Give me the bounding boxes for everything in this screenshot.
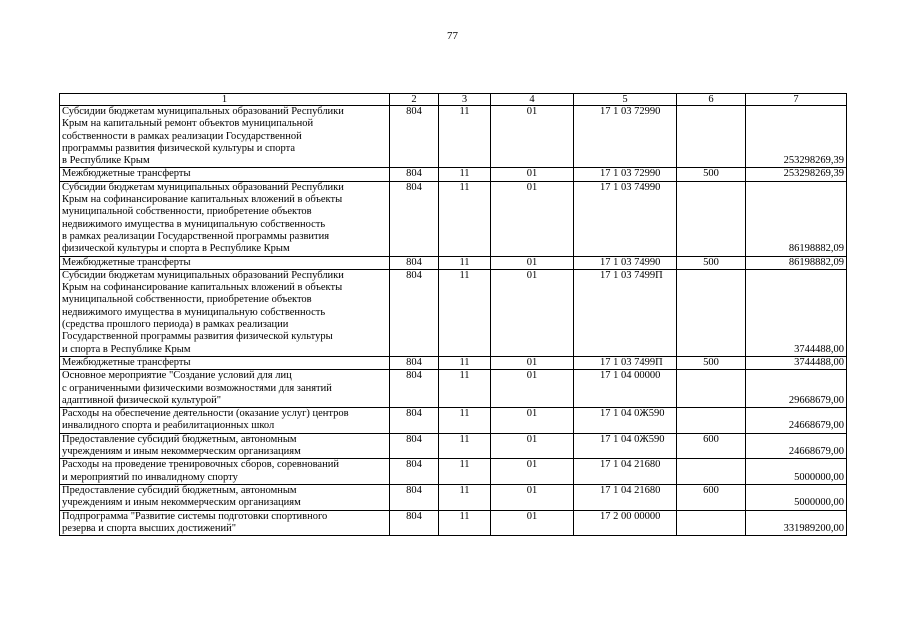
table-row — [60, 106, 847, 168]
budget-table — [59, 93, 847, 536]
row-amount-cell: 3744488,00 — [746, 356, 847, 369]
row-code-6-cell — [677, 408, 746, 434]
table-row — [60, 433, 847, 459]
header-cell: 4 — [491, 94, 574, 106]
row-code-2-cell: 804 — [390, 269, 439, 356]
row-code-4-cell: 01 — [491, 256, 574, 269]
row-amount-cell: 86198882,09 — [746, 181, 847, 256]
row-code-4-cell: 01 — [491, 356, 574, 369]
row-code-5-cell: 17 2 00 00000 — [574, 510, 677, 536]
row-code-4-cell: 01 — [491, 106, 574, 168]
header-cell: 2 — [390, 94, 439, 106]
row-code-2-cell: 804 — [390, 484, 439, 510]
row-code-2-cell: 804 — [390, 459, 439, 485]
row-name-cell: Субсидии бюджетам муниципальных образований Республики Крым на капитальный ремонт объектов муниципальной собственности в рамках реализации Государственной программы развития физической культуры и спорта в Республике Крым — [60, 106, 390, 168]
row-code-6-cell — [677, 370, 746, 408]
row-code-2-cell: 804 — [390, 256, 439, 269]
row-code-6-cell: 600 — [677, 433, 746, 459]
row-code-5-cell: 17 1 04 0Ж590 — [574, 408, 677, 434]
table-row — [60, 370, 847, 408]
row-code-6-cell — [677, 181, 746, 256]
row-code-5-cell: 17 1 03 72990 — [574, 168, 677, 181]
row-amount-cell: 5000000,00 — [746, 484, 847, 510]
page-number: 77 — [447, 30, 458, 42]
header-cell: 1 — [60, 94, 390, 106]
row-code-6-cell: 500 — [677, 168, 746, 181]
row-code-6-cell: 500 — [677, 356, 746, 369]
row-name-cell: Субсидии бюджетам муниципальных образований Республики Крым на софинансирование капитальных вложений в объекты муниципальной собственности, приобретение объектов недвижимого имущества в муниципальную собственность в рамках реализации Государственной программы развития физической культуры и спорта в Республике Крым — [60, 181, 390, 256]
row-code-6-cell — [677, 459, 746, 485]
row-code-3-cell: 11 — [439, 370, 491, 408]
table-row — [60, 484, 847, 510]
row-code-3-cell: 11 — [439, 256, 491, 269]
header-cell: 3 — [439, 94, 491, 106]
row-code-3-cell: 11 — [439, 269, 491, 356]
row-code-6-cell: 500 — [677, 256, 746, 269]
row-code-2-cell: 804 — [390, 181, 439, 256]
header-cell: 5 — [574, 94, 677, 106]
row-code-6-cell — [677, 106, 746, 168]
row-code-6-cell: 600 — [677, 484, 746, 510]
row-code-3-cell: 11 — [439, 459, 491, 485]
row-code-4-cell: 01 — [491, 370, 574, 408]
row-code-5-cell: 17 1 04 00000 — [574, 370, 677, 408]
row-code-3-cell: 11 — [439, 106, 491, 168]
table-row — [60, 269, 847, 356]
table-row — [60, 256, 847, 269]
row-amount-cell: 24668679,00 — [746, 433, 847, 459]
table-row — [60, 168, 847, 181]
row-code-5-cell: 17 1 03 74990 — [574, 181, 677, 256]
row-code-4-cell: 01 — [491, 269, 574, 356]
row-amount-cell: 253298269,39 — [746, 168, 847, 181]
row-code-4-cell: 01 — [491, 484, 574, 510]
table-row — [60, 408, 847, 434]
row-amount-cell: 253298269,39 — [746, 106, 847, 168]
table-row — [60, 356, 847, 369]
row-code-5-cell: 17 1 03 74990 — [574, 256, 677, 269]
row-code-4-cell: 01 — [491, 181, 574, 256]
row-code-5-cell: 17 1 03 72990 — [574, 106, 677, 168]
row-code-3-cell: 11 — [439, 510, 491, 536]
row-name-cell: Межбюджетные трансферты — [60, 356, 390, 369]
row-code-5-cell: 17 1 04 0Ж590 — [574, 433, 677, 459]
row-code-2-cell: 804 — [390, 168, 439, 181]
table-row — [60, 459, 847, 485]
row-name-cell: Предоставление субсидий бюджетным, автономным учреждениям и иным некоммерческим организациям — [60, 484, 390, 510]
row-code-5-cell: 17 1 03 7499П — [574, 356, 677, 369]
row-code-3-cell: 11 — [439, 181, 491, 256]
row-amount-cell: 331989200,00 — [746, 510, 847, 536]
row-code-4-cell: 01 — [491, 408, 574, 434]
row-amount-cell: 24668679,00 — [746, 408, 847, 434]
row-code-2-cell: 804 — [390, 370, 439, 408]
row-code-5-cell: 17 1 04 21680 — [574, 484, 677, 510]
row-code-2-cell: 804 — [390, 433, 439, 459]
row-code-4-cell: 01 — [491, 168, 574, 181]
row-code-3-cell: 11 — [439, 356, 491, 369]
table-row — [60, 181, 847, 256]
row-code-4-cell: 01 — [491, 510, 574, 536]
row-code-3-cell: 11 — [439, 484, 491, 510]
row-code-6-cell — [677, 510, 746, 536]
row-name-cell: Предоставление субсидий бюджетным, автономным учреждениям и иным некоммерческим организациям — [60, 433, 390, 459]
table-body — [60, 94, 847, 536]
row-name-cell: Подпрограмма "Развитие системы подготовки спортивного резерва и спорта высших достижений" — [60, 510, 390, 536]
row-code-5-cell: 17 1 03 7499П — [574, 269, 677, 356]
row-code-2-cell: 804 — [390, 106, 439, 168]
row-code-3-cell: 11 — [439, 168, 491, 181]
row-name-cell: Межбюджетные трансферты — [60, 168, 390, 181]
row-code-4-cell: 01 — [491, 433, 574, 459]
row-name-cell: Субсидии бюджетам муниципальных образований Республики Крым на софинансирование капитальных вложений в объекты муниципальной собственности, приобретение объектов недвижимого имущества в муниципальную собственность (средства прошлого периода) в рамках реализации Государственной программы развития физической культуры и спорта в Республике Крым — [60, 269, 390, 356]
row-amount-cell: 3744488,00 — [746, 269, 847, 356]
row-name-cell: Межбюджетные трансферты — [60, 256, 390, 269]
row-code-2-cell: 804 — [390, 510, 439, 536]
row-name-cell: Расходы на проведение тренировочных сборов, соревнований и мероприятий по инвалидному спорту — [60, 459, 390, 485]
row-code-2-cell: 804 — [390, 356, 439, 369]
row-amount-cell: 86198882,09 — [746, 256, 847, 269]
row-code-6-cell — [677, 269, 746, 356]
header-cell: 7 — [746, 94, 847, 106]
table-row — [60, 510, 847, 536]
row-name-cell: Основное мероприятие "Создание условий для лиц с ограниченными физическими возможностями для занятий адаптивной физической культурой" — [60, 370, 390, 408]
row-code-3-cell: 11 — [439, 433, 491, 459]
header-cell: 6 — [677, 94, 746, 106]
row-code-3-cell: 11 — [439, 408, 491, 434]
table-header-row — [60, 94, 847, 106]
row-code-4-cell: 01 — [491, 459, 574, 485]
row-amount-cell: 5000000,00 — [746, 459, 847, 485]
row-code-5-cell: 17 1 04 21680 — [574, 459, 677, 485]
row-name-cell: Расходы на обеспечение деятельности (оказание услуг) центров инвалидного спорта и реабилитационных школ — [60, 408, 390, 434]
row-amount-cell: 29668679,00 — [746, 370, 847, 408]
row-code-2-cell: 804 — [390, 408, 439, 434]
